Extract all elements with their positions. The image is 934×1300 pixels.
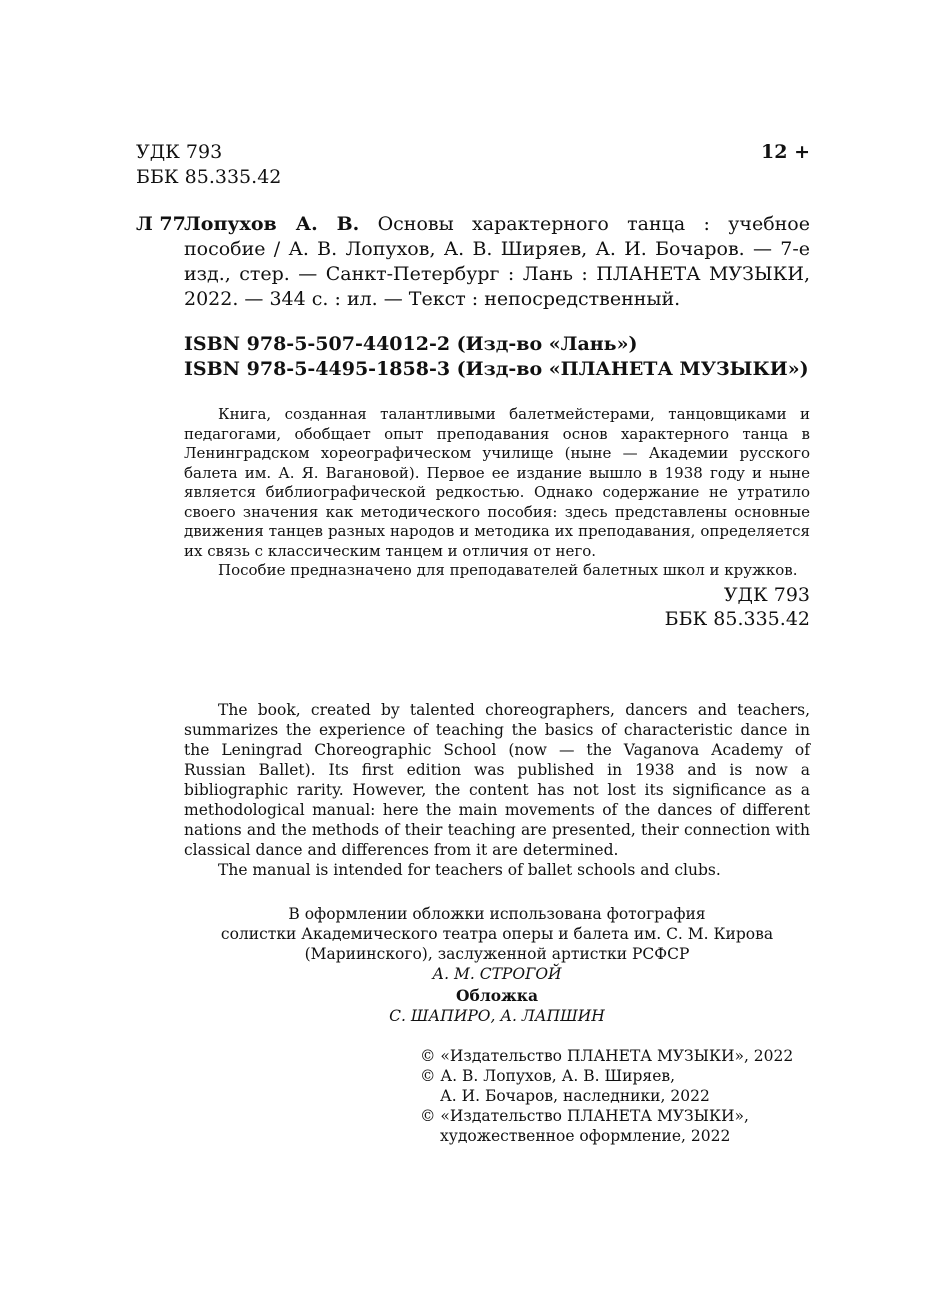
cover-credit-line3: (Мариинского), заслуженной артистки РСФСР [304,945,690,963]
catalog-author: Лопухов А. В. [184,213,360,235]
copyright-line: © «Издательство ПЛАНЕТА МУЗЫКИ», [420,1107,749,1125]
abstract-en-purpose: The manual is intended for teachers of ballet schools and clubs. [218,861,721,879]
cover-design-names: С. ШАПИРО, А. ЛАПШИН [389,1007,605,1025]
header-udk: УДК 793 [136,141,223,163]
cover-design-label: Обложка [456,986,538,1005]
abstract-ru [184,405,810,581]
age-rating: 12 + [761,141,810,163]
copyright-line: А. И. Бочаров, наследники, 2022 [440,1087,710,1105]
abstract-en [184,700,810,880]
copyright-block [420,1046,810,1146]
cover-design [184,986,810,1026]
header-bbk: ББК 85.335.42 [136,166,282,188]
isbn-planeta: ISBN 978-5-4495-1858-3 (Изд-во «ПЛАНЕТА МУЗЫКИ») [184,358,809,380]
copyright-line: © «Издательство ПЛАНЕТА МУЗЫКИ», 2022 [420,1047,794,1065]
abstract-ru-paragraph: Книга, созданная талантливыми балетмейстерами, танцовщиками и педагогами, обобщает опыт преподавания основ характерного танца в Ленинградском хореографическом училище (ныне — Академии русского балета им. А. Я. Вагановой). Первое ее издание вышло в 1938 году и ныне является библиографической редкостью. Однако содержание не утратило своего значения как методического пособия: здесь представлены основные движения танцев разных народов и методика их преподавания, определяется их связь с классическим танцем и отличия от него. [184,405,810,560]
catalog-title: Основы характерного танца : учебное пособие / А. В. Лопухов, А. В. Ширяев, А. И. Бочаров. — 7-е изд., стер. — Санкт-Петербург : Лань : ПЛАНЕТА МУЗЫКИ, 2022. — 344 с. : ил. — Текст : непосредственный. [184,213,810,310]
abstract-ru-purpose: Пособие предназначено для преподавателей балетных школ и кружков. [218,561,798,579]
catalog-description [184,212,810,312]
cover-credit-line1: В оформлении обложки использована фотография [288,905,706,923]
copyright-line: художественное оформление, 2022 [440,1127,731,1145]
cover-credit [184,904,810,984]
abstract-udk: УДК 793 [723,584,810,606]
catalog-code: Л 77 [136,213,186,235]
abstract-en-paragraph: The book, created by talented choreographers, dancers and teachers, summarizes the experience of teaching the basics of characteristic dance in the Leningrad Choreographic School (now — the Vaganova Academy of Russian Ballet). Its first edition was published in 1938 and is now a bibliographic rarity. However, the content has not lost its significance as a methodological manual: here the main movements of the dances of different nations and the methods of their teaching are presented, their connection with classical dance and differences from it are determined. [184,701,810,859]
copyright-line: © А. В. Лопухов, А. В. Ширяев, [420,1067,676,1085]
cover-credit-line2: солистки Академического театра оперы и балета им. С. М. Кирова [220,925,774,943]
abstract-bbk: ББК 85.335.42 [664,608,810,630]
cover-credit-name: А. М. СТРОГОЙ [432,965,562,983]
isbn-lan: ISBN 978-5-507-44012-2 (Изд-во «Лань») [184,333,638,355]
